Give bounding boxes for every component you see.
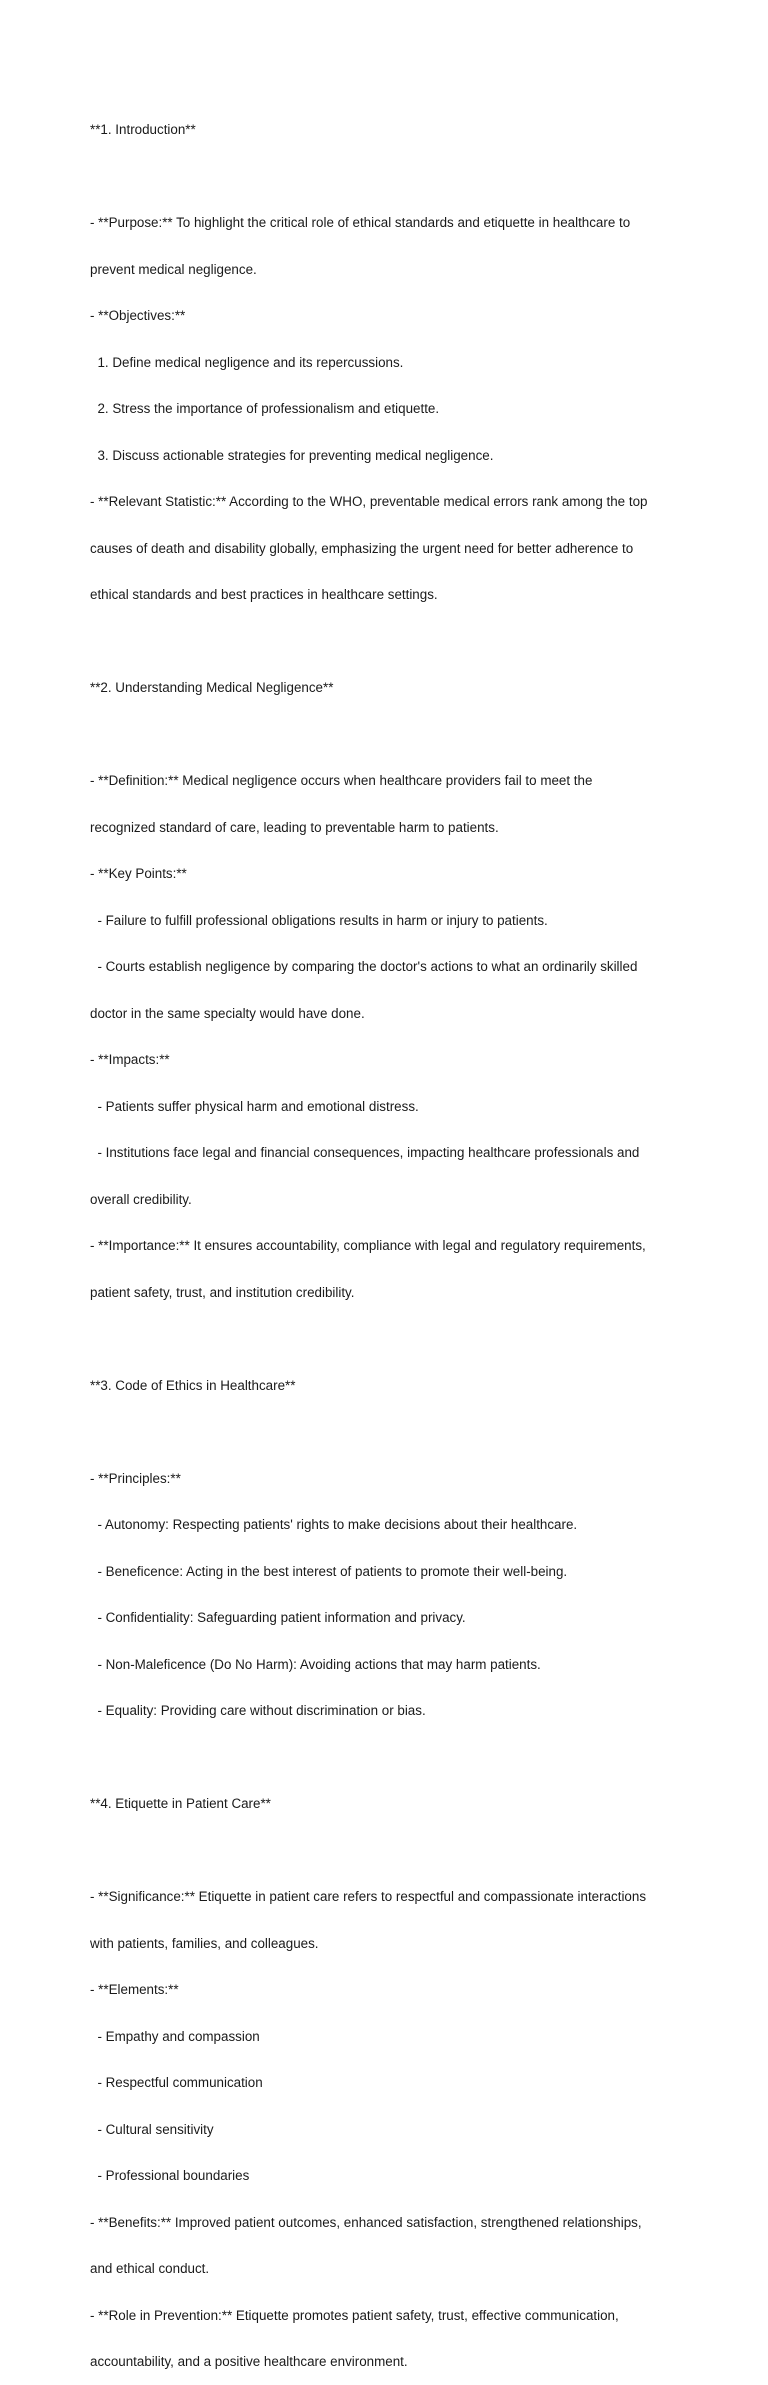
text-line: 1. Define medical negligence and its repercussions.	[90, 354, 404, 370]
text-line: - Non-Maleficence (Do No Harm): Avoiding actions that may harm patients.	[90, 1656, 541, 1672]
blank-line	[90, 1424, 690, 1440]
blank-line	[90, 1843, 690, 1859]
text-line: - **Significance:** Etiquette in patient care refers to respectful and compassionate interactions	[90, 1889, 647, 1904]
text-line: ethical standards and best practices in healthcare settings.	[90, 587, 438, 602]
text-line: accountability, and a positive healthcare environment.	[90, 2354, 408, 2369]
blank-line	[90, 1750, 690, 1766]
text-line: - Autonomy: Respecting patients' rights to make decisions about their healthcare.	[90, 1517, 578, 1532]
text-line: 3. Discuss actionable strategies for preventing medical negligence.	[90, 447, 494, 463]
text-line: - Cultural sensitivity	[90, 2121, 214, 2137]
text-line: - Patients suffer physical harm and emotional distress.	[90, 1098, 419, 1114]
text-line: - **Definition:** Medical negligence occurs when healthcare providers fail to meet the	[90, 773, 593, 788]
text-line: - **Key Points:**	[90, 866, 187, 881]
text-line: 2. Stress the importance of professionalism and etiquette.	[90, 401, 440, 416]
text-line: - **Objectives:**	[90, 308, 186, 323]
section-heading: **3. Code of Ethics in Healthcare**	[90, 1377, 296, 1393]
section-heading: **2. Understanding Medical Negligence**	[90, 680, 334, 695]
text-line: prevent medical negligence.	[90, 261, 257, 277]
text-line: - Failure to fulfill professional obligations results in harm or injury to patients.	[90, 912, 548, 928]
section-heading: **4. Etiquette in Patient Care**	[90, 1796, 271, 1811]
text-line: - Respectful communication	[90, 2075, 263, 2090]
text-line: - **Elements:**	[90, 1982, 179, 1997]
text-line: - **Importance:** It ensures accountability, compliance with legal and regulatory requirements,	[90, 1238, 646, 1253]
text-line: - Equality: Providing care without discrimination or bias.	[90, 1703, 426, 1718]
text-line: - **Relevant Statistic:** According to the WHO, preventable medical errors rank among the top	[90, 494, 648, 509]
text-line: patient safety, trust, and institution credibility.	[90, 1284, 355, 1300]
text-line: - **Principles:**	[90, 1470, 181, 1486]
text-line: overall credibility.	[90, 1191, 192, 1207]
blank-line	[90, 727, 690, 743]
text-line: with patients, families, and colleagues.	[90, 1935, 319, 1951]
text-line: - **Benefits:** Improved patient outcomes, enhanced satisfaction, strengthened relationships,	[90, 2214, 642, 2230]
text-line: - Empathy and compassion	[90, 2028, 260, 2044]
blank-line	[90, 634, 690, 650]
text-line: - **Impacts:**	[90, 1052, 170, 1067]
text-line: - Institutions face legal and financial consequences, impacting healthcare professionals and	[90, 1145, 640, 1160]
blank-line	[90, 1331, 690, 1347]
text-line: - **Role in Prevention:** Etiquette promotes patient safety, trust, effective communication,	[90, 2307, 619, 2323]
section-heading: **1. Introduction**	[90, 122, 196, 137]
text-line: doctor in the same specialty would have done.	[90, 1005, 365, 1021]
text-line: - Beneficence: Acting in the best interest of patients to promote their well-being.	[90, 1563, 568, 1579]
text-line: - **Purpose:** To highlight the critical role of ethical standards and etiquette in healthcare to	[90, 215, 631, 230]
text-line: - Courts establish negligence by comparing the doctor's actions to what an ordinarily skilled	[90, 959, 638, 974]
text-line: recognized standard of care, leading to preventable harm to patients.	[90, 819, 499, 835]
text-line: - Professional boundaries	[90, 2168, 250, 2183]
blank-line	[90, 169, 690, 185]
text-line: and ethical conduct.	[90, 2261, 210, 2276]
text-line: causes of death and disability globally, emphasizing the urgent need for better adherence to	[90, 540, 634, 556]
document-body	[90, 91, 690, 2385]
text-line: - Confidentiality: Safeguarding patient information and privacy.	[90, 1610, 466, 1625]
